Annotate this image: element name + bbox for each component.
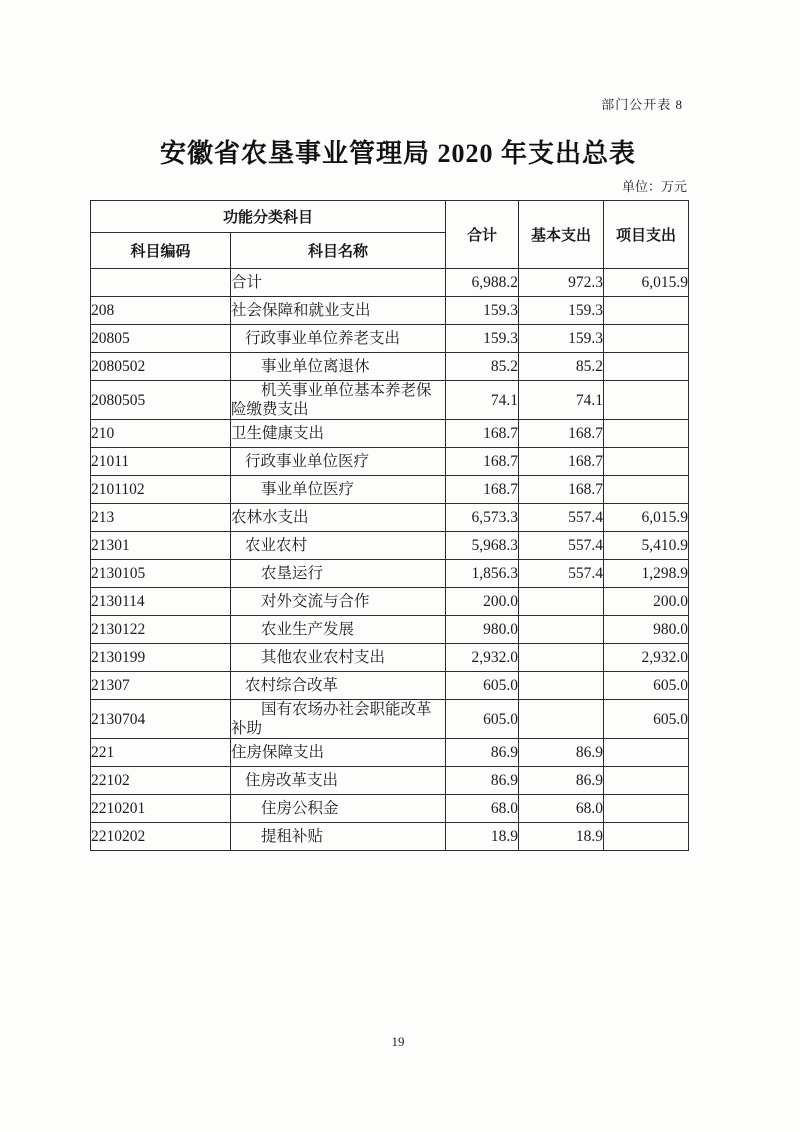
subject-name-cell: 卫生健康支出 xyxy=(231,420,446,448)
subject-name-cell: 农村综合改革 xyxy=(231,672,446,700)
basic-expenditure-cell: 168.7 xyxy=(519,420,604,448)
table-header xyxy=(91,201,689,269)
total-cell: 159.3 xyxy=(446,297,519,325)
project-expenditure-cell xyxy=(604,325,689,353)
table-row xyxy=(91,448,689,476)
subject-name-cell: 事业单位离退休 xyxy=(231,353,446,381)
table-row xyxy=(91,381,689,420)
project-expenditure-cell: 200.0 xyxy=(604,588,689,616)
subject-name-cell: 住房保障支出 xyxy=(231,739,446,767)
project-expenditure-cell: 605.0 xyxy=(604,672,689,700)
total-cell: 168.7 xyxy=(446,476,519,504)
header-project-expenditure: 项目支出 xyxy=(604,201,689,269)
total-cell: 168.7 xyxy=(446,420,519,448)
subject-code-cell: 2210202 xyxy=(91,823,231,851)
basic-expenditure-cell: 159.3 xyxy=(519,297,604,325)
basic-expenditure-cell: 86.9 xyxy=(519,739,604,767)
project-expenditure-cell: 980.0 xyxy=(604,616,689,644)
project-expenditure-cell xyxy=(604,823,689,851)
subject-code-cell: 210 xyxy=(91,420,231,448)
subject-code-cell: 2101102 xyxy=(91,476,231,504)
table-row xyxy=(91,476,689,504)
project-expenditure-cell xyxy=(604,353,689,381)
project-expenditure-cell xyxy=(604,767,689,795)
project-expenditure-cell xyxy=(604,795,689,823)
total-cell: 74.1 xyxy=(446,381,519,420)
subject-name-cell: 国有农场办社会职能改革补助 xyxy=(231,700,446,739)
basic-expenditure-cell xyxy=(519,616,604,644)
project-expenditure-cell xyxy=(604,476,689,504)
table-row xyxy=(91,795,689,823)
subject-code-cell: 2130105 xyxy=(91,560,231,588)
table-row xyxy=(91,644,689,672)
page-number: 19 xyxy=(391,1034,405,1049)
table-row xyxy=(91,823,689,851)
total-cell: 68.0 xyxy=(446,795,519,823)
header-basic-expenditure: 基本支出 xyxy=(519,201,604,269)
subject-code-cell: 22102 xyxy=(91,767,231,795)
subject-code-cell: 208 xyxy=(91,297,231,325)
project-expenditure-cell xyxy=(604,420,689,448)
page-title: 安徽省农垦事业管理局 2020 年支出总表 xyxy=(159,139,636,168)
table-row xyxy=(91,269,689,297)
subject-code-cell: 2210201 xyxy=(91,795,231,823)
subject-name-cell: 农林水支出 xyxy=(231,504,446,532)
project-expenditure-cell: 605.0 xyxy=(604,700,689,739)
subject-code-cell: 2080502 xyxy=(91,353,231,381)
table-row xyxy=(91,532,689,560)
total-cell: 85.2 xyxy=(446,353,519,381)
subject-code-cell: 21011 xyxy=(91,448,231,476)
total-cell: 6,573.3 xyxy=(446,504,519,532)
table-row xyxy=(91,297,689,325)
header-total: 合计 xyxy=(446,201,519,269)
basic-expenditure-cell xyxy=(519,588,604,616)
subject-code-cell: 2130114 xyxy=(91,588,231,616)
subject-code-cell: 2130199 xyxy=(91,644,231,672)
subject-name-cell: 事业单位医疗 xyxy=(231,476,446,504)
total-cell: 1,856.3 xyxy=(446,560,519,588)
header-subject-code: 科目编码 xyxy=(91,233,231,269)
table-row xyxy=(91,325,689,353)
subject-name-cell: 住房公积金 xyxy=(231,795,446,823)
subject-name-cell: 其他农业农村支出 xyxy=(231,644,446,672)
subject-code-cell: 221 xyxy=(91,739,231,767)
project-expenditure-cell: 6,015.9 xyxy=(604,269,689,297)
basic-expenditure-cell: 85.2 xyxy=(519,353,604,381)
corner-table-label: 部门公开表 8 xyxy=(601,97,683,112)
header-subject-name: 科目名称 xyxy=(231,233,446,269)
table-row xyxy=(91,504,689,532)
total-cell: 2,932.0 xyxy=(446,644,519,672)
basic-expenditure-cell xyxy=(519,700,604,739)
basic-expenditure-cell: 159.3 xyxy=(519,325,604,353)
subject-name-cell: 对外交流与合作 xyxy=(231,588,446,616)
total-cell: 605.0 xyxy=(446,700,519,739)
subject-name-cell: 行政事业单位医疗 xyxy=(231,448,446,476)
subject-name-cell: 行政事业单位养老支出 xyxy=(231,325,446,353)
table-header-row-group xyxy=(91,201,689,233)
expenditure-table xyxy=(90,200,689,851)
subject-code-cell: 21307 xyxy=(91,672,231,700)
basic-expenditure-cell xyxy=(519,672,604,700)
project-expenditure-cell: 1,298.9 xyxy=(604,560,689,588)
table-row xyxy=(91,588,689,616)
basic-expenditure-cell: 86.9 xyxy=(519,767,604,795)
project-expenditure-cell xyxy=(604,739,689,767)
project-expenditure-cell: 2,932.0 xyxy=(604,644,689,672)
total-cell: 86.9 xyxy=(446,739,519,767)
basic-expenditure-cell: 557.4 xyxy=(519,532,604,560)
basic-expenditure-cell: 168.7 xyxy=(519,448,604,476)
basic-expenditure-cell: 18.9 xyxy=(519,823,604,851)
table-row xyxy=(91,700,689,739)
project-expenditure-cell xyxy=(604,297,689,325)
basic-expenditure-cell: 557.4 xyxy=(519,504,604,532)
total-cell: 200.0 xyxy=(446,588,519,616)
subject-code-cell: 20805 xyxy=(91,325,231,353)
subject-name-cell: 机关事业单位基本养老保险缴费支出 xyxy=(231,381,446,420)
subject-code-cell: 2080505 xyxy=(91,381,231,420)
basic-expenditure-cell: 74.1 xyxy=(519,381,604,420)
subject-name-cell: 住房改革支出 xyxy=(231,767,446,795)
subject-name-cell: 农业生产发展 xyxy=(231,616,446,644)
table-row xyxy=(91,560,689,588)
table-row xyxy=(91,420,689,448)
subject-name-cell: 农垦运行 xyxy=(231,560,446,588)
table-row xyxy=(91,353,689,381)
total-cell: 159.3 xyxy=(446,325,519,353)
subject-code-cell: 2130704 xyxy=(91,700,231,739)
subject-code-cell: 213 xyxy=(91,504,231,532)
total-cell: 86.9 xyxy=(446,767,519,795)
subject-code-cell: 21301 xyxy=(91,532,231,560)
subject-name-cell: 社会保障和就业支出 xyxy=(231,297,446,325)
subject-code-cell: 2130122 xyxy=(91,616,231,644)
subject-name-cell: 农业农村 xyxy=(231,532,446,560)
total-cell: 18.9 xyxy=(446,823,519,851)
table-row xyxy=(91,739,689,767)
project-expenditure-cell xyxy=(604,381,689,420)
project-expenditure-cell: 6,015.9 xyxy=(604,504,689,532)
table-row xyxy=(91,672,689,700)
subject-name-cell: 合计 xyxy=(231,269,446,297)
total-cell: 168.7 xyxy=(446,448,519,476)
total-cell: 5,968.3 xyxy=(446,532,519,560)
total-cell: 6,988.2 xyxy=(446,269,519,297)
subject-code-cell xyxy=(91,269,231,297)
basic-expenditure-cell: 168.7 xyxy=(519,476,604,504)
header-function-category: 功能分类科目 xyxy=(91,201,446,233)
project-expenditure-cell: 5,410.9 xyxy=(604,532,689,560)
total-cell: 605.0 xyxy=(446,672,519,700)
unit-label: 单位：万元 xyxy=(621,179,687,194)
table-body xyxy=(91,269,689,851)
basic-expenditure-cell: 972.3 xyxy=(519,269,604,297)
project-expenditure-cell xyxy=(604,448,689,476)
total-cell: 980.0 xyxy=(446,616,519,644)
table-row xyxy=(91,767,689,795)
basic-expenditure-cell xyxy=(519,644,604,672)
basic-expenditure-cell: 68.0 xyxy=(519,795,604,823)
table-row xyxy=(91,616,689,644)
subject-name-cell: 提租补贴 xyxy=(231,823,446,851)
basic-expenditure-cell: 557.4 xyxy=(519,560,604,588)
